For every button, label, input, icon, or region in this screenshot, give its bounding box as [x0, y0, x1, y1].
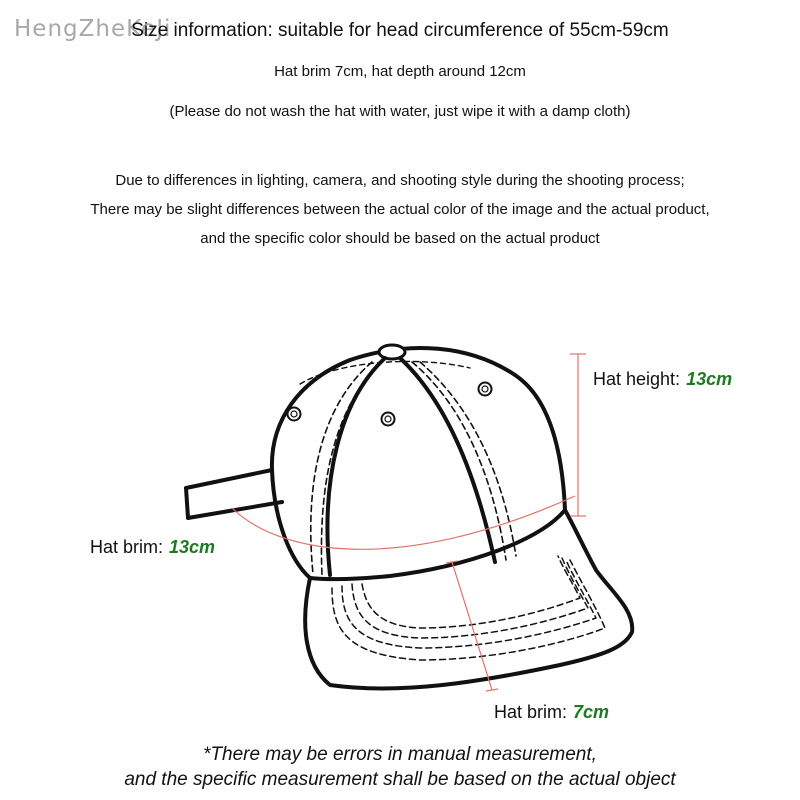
color-notice-line-1: Due to differences in lighting, camera, and shooting style during the shooting process; — [115, 172, 685, 189]
cap-seam-stitch-1 — [311, 362, 372, 574]
size-info-title: Size information: suitable for head circumference of 55cm-59cm — [131, 20, 669, 41]
care-instructions: (Please do not wash the hat with water, just wipe it with a damp cloth) — [169, 103, 631, 120]
hat-brim-front-value: 7cm — [573, 702, 610, 722]
front-brim-measure-line — [452, 562, 492, 690]
cap-seam-stitch-4 — [420, 362, 516, 556]
cap-eyelet-middle — [382, 413, 395, 426]
hat-brim-side-value: 13cm — [169, 537, 216, 557]
brand-watermark: HengZheKeJi — [14, 16, 172, 42]
cap-crown-stitch — [300, 361, 470, 384]
cap-seam-stitch-2 — [321, 362, 380, 575]
hat-height-label-text: Hat height: — [593, 369, 681, 389]
cap-eyelet-right — [479, 383, 492, 396]
color-notice-line-3: and the specific color should be based on the actual product — [200, 230, 600, 247]
color-notice-line-2: There may be slight differences between the actual color of the image and the actual product, — [90, 201, 710, 218]
cap-back-strap — [186, 470, 282, 518]
hat-brim-front-label — [494, 702, 609, 723]
cap-panel-seam-1 — [327, 358, 385, 575]
height-measure-line — [570, 354, 586, 516]
hat-height-value: 13cm — [686, 369, 733, 389]
brim-depth-info: Hat brim 7cm, hat depth around 12cm — [274, 63, 526, 80]
hat-height-label — [593, 369, 732, 390]
hat-brim-side-label-text: Hat brim: — [90, 537, 164, 557]
cap-eyelet-left — [288, 408, 301, 421]
hat-brim-side-label — [90, 537, 215, 558]
cap-brim-stitch-3 — [352, 558, 588, 638]
cap-brim-stitch-2 — [342, 560, 596, 648]
cap-brim-stitch-4 — [362, 556, 580, 628]
footnote-line-2: and the specific measurement shall be based on the actual object — [124, 769, 676, 790]
hat-brim-front-label-text: Hat brim: — [494, 702, 568, 722]
footnote-line-1: *There may be errors in manual measurement, — [203, 744, 597, 765]
